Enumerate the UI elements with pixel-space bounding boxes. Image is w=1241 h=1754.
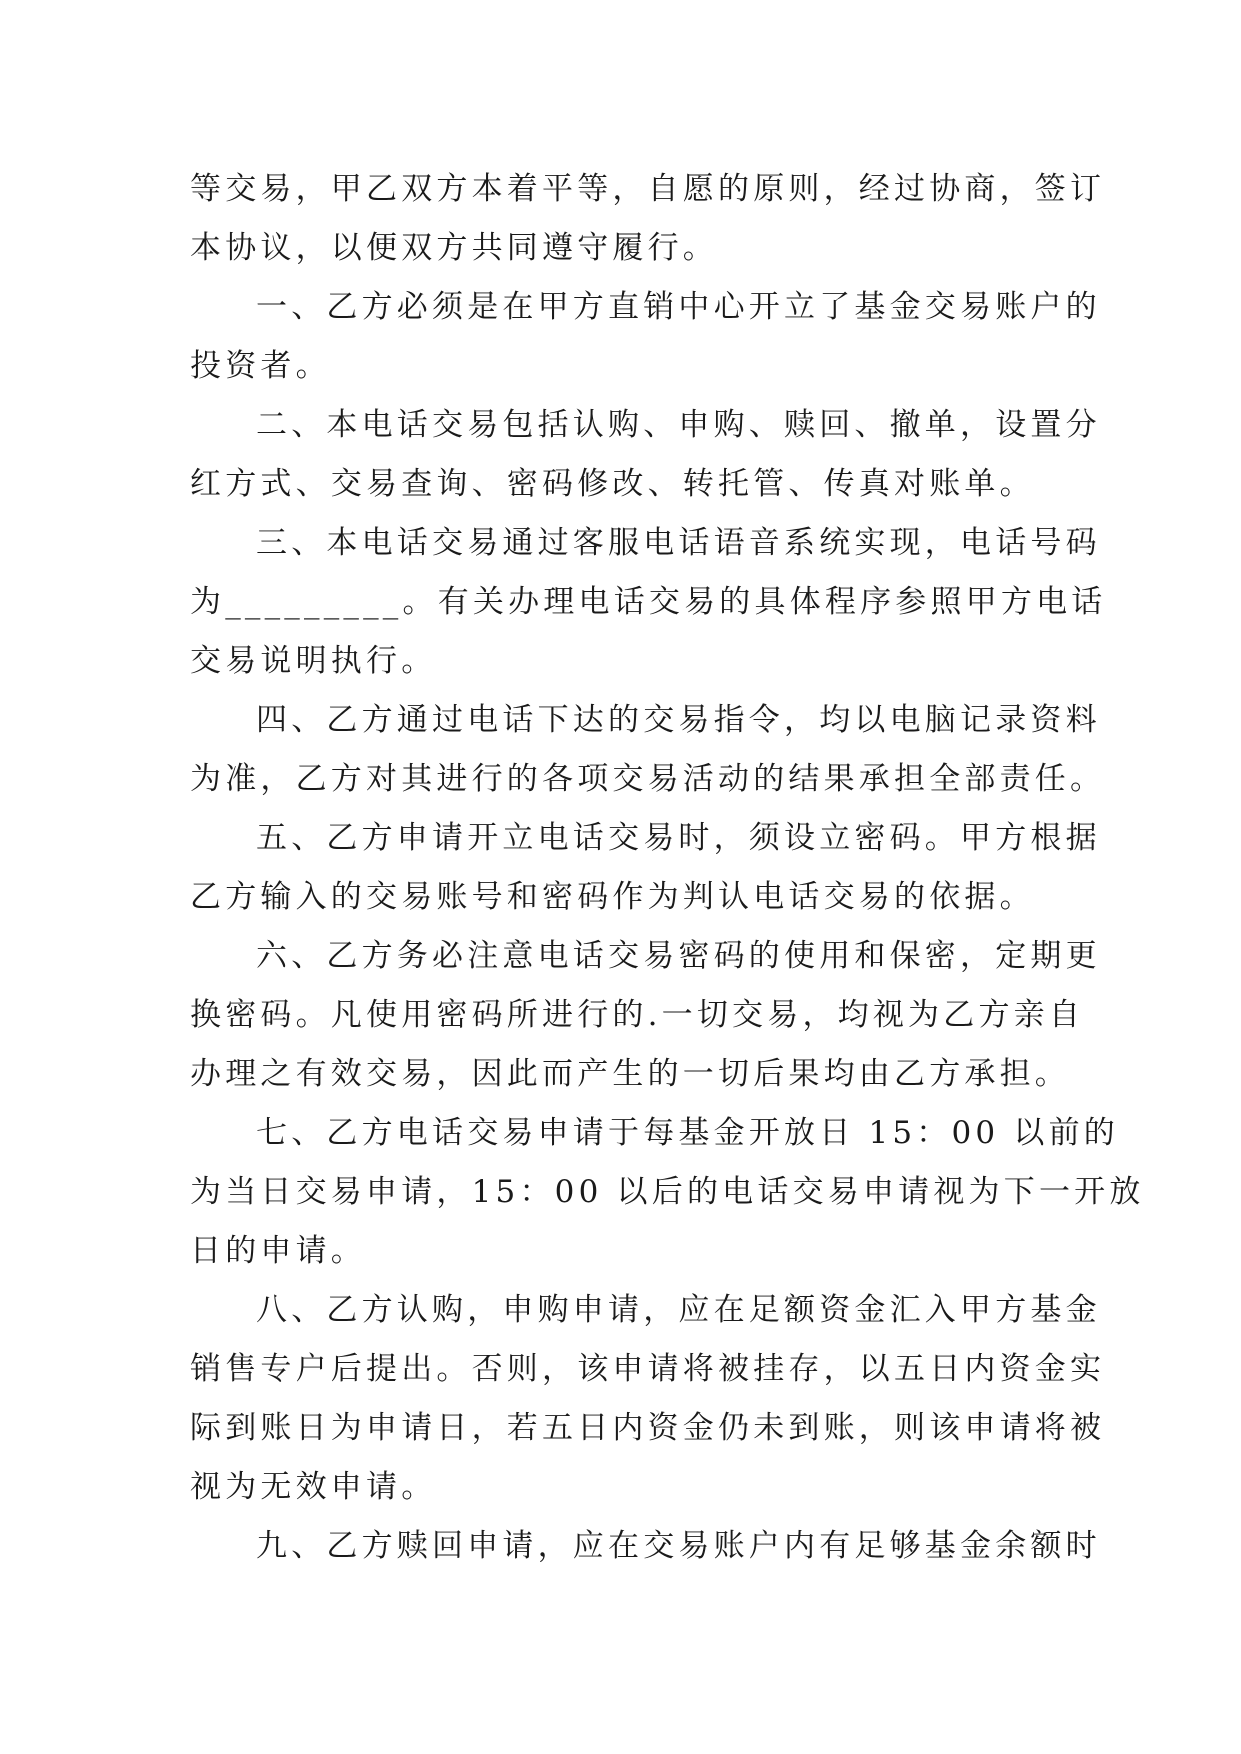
paragraph-line: 为准，乙方对其进行的各项交易活动的结果承担全部责任。	[190, 761, 1106, 797]
paragraph-line: 际到账日为申请日，若五日内资金仍未到账，则该申请将被	[190, 1410, 1106, 1446]
paragraph-line: 八、乙方认购，申购申请，应在足额资金汇入甲方基金	[256, 1292, 1101, 1328]
paragraph-line: 为_________。有关办理电话交易的具体程序参照甲方电话	[190, 584, 1107, 620]
paragraph	[190, 691, 1106, 809]
paragraph-line: 二、本电话交易包括认购、申购、赎回、撤单，设置分	[256, 407, 1101, 443]
paragraph-line: 为当日交易申请，15：00 以后的电话交易申请视为下一开放	[190, 1174, 1145, 1210]
paragraph-line: 五、乙方申请开立电话交易时，须设立密码。甲方根据	[256, 820, 1101, 856]
paragraph	[190, 927, 1101, 1104]
paragraph-line: 九、乙方赎回申请，应在交易账户内有足够基金余额时	[256, 1528, 1101, 1564]
paragraph	[190, 1104, 1145, 1281]
paragraph-line: 四、乙方通过电话下达的交易指令，均以电脑记录资料	[256, 702, 1101, 738]
paragraph-line: 投资者。	[190, 348, 331, 384]
paragraph-line: 办理之有效交易，因此而产生的一切后果均由乙方承担。	[190, 1056, 1070, 1092]
paragraph-line: 视为无效申请。	[190, 1469, 437, 1505]
paragraph	[190, 396, 1101, 514]
paragraph-line: 红方式、交易查询、密码修改、转托管、传真对账单。	[190, 466, 1035, 502]
paragraph-line: 交易说明执行。	[190, 643, 437, 679]
paragraph-line: 本协议，以便双方共同遵守履行。	[190, 230, 718, 266]
paragraph	[190, 514, 1107, 691]
paragraph-line: 七、乙方电话交易申请于每基金开放日 15：00 以前的	[256, 1115, 1119, 1151]
paragraph	[190, 809, 1101, 927]
document-body	[190, 160, 1145, 1576]
paragraph-line: 三、本电话交易通过客服电话语音系统实现，电话号码	[256, 525, 1101, 561]
paragraph-line: 日的申请。	[190, 1233, 366, 1269]
paragraph	[190, 1281, 1106, 1517]
paragraph-line: 等交易，甲乙双方本着平等，自愿的原则，经过协商，签订	[190, 171, 1106, 207]
paragraph-line: 乙方输入的交易账号和密码作为判认电话交易的依据。	[190, 879, 1035, 915]
paragraph-line: 一、乙方必须是在甲方直销中心开立了基金交易账户的	[256, 289, 1101, 325]
paragraph	[190, 278, 1101, 396]
paragraph-line: 销售专户后提出。否则，该申请将被挂存，以五日内资金实	[190, 1351, 1106, 1387]
paragraph	[190, 160, 1106, 278]
paragraph	[190, 1517, 1101, 1576]
paragraph-line: 六、乙方务必注意电话交易密码的使用和保密，定期更	[256, 938, 1101, 974]
paragraph-line: 换密码。凡使用密码所进行的.一切交易，均视为乙方亲自	[190, 997, 1085, 1033]
